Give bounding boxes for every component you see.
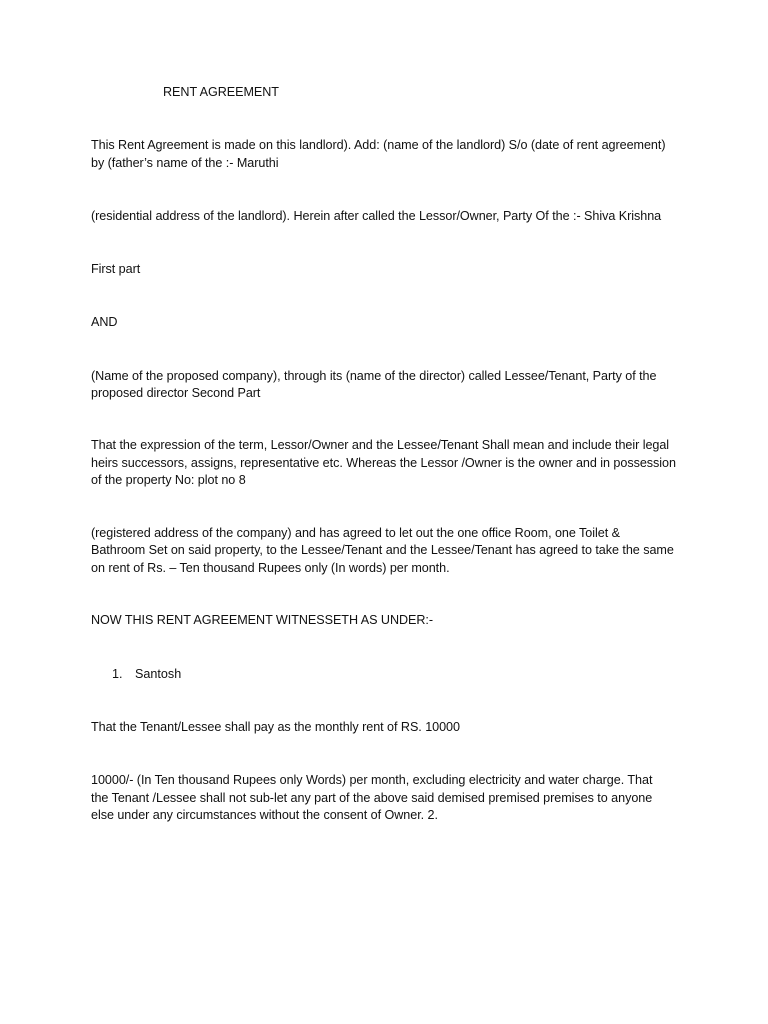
paragraph-5-line-2: proposed director Second Part xyxy=(91,386,261,400)
paragraph-8-line-1: NOW THIS RENT AGREEMENT WITNESSETH AS UNDER:- xyxy=(91,613,434,627)
paragraph-1-line-2: by (father’s name of the :- Maruthi xyxy=(91,156,279,170)
list-item-number: 1. xyxy=(112,667,123,681)
paragraph-2-line-1: (residential address of the landlord). Herein after called the Lessor/Owner, Party Of the :- Shiva Krishna xyxy=(91,209,662,223)
paragraph-10-line-2: the Tenant /Lessee shall not sub-let any part of the above said demised premised premises to anyone xyxy=(91,791,653,805)
paragraph-3-line-1: First part xyxy=(91,262,141,276)
paragraph-6-line-3: of the property No: plot no 8 xyxy=(91,473,246,487)
paragraph-4-line-1: AND xyxy=(91,315,118,329)
document-title: RENT AGREEMENT xyxy=(163,85,279,99)
paragraph-10-line-3: else under any circumstances without the consent of Owner. 2. xyxy=(91,808,438,822)
paragraph-5-line-1: (Name of the proposed company), through its (name of the director) called Lessee/Tenant, Party of the xyxy=(91,369,657,383)
paragraph-6-line-2: heirs successors, assigns, representative etc. Whereas the Lessor /Owner is the owner and in possession xyxy=(91,456,676,470)
paragraph-6-line-1: That the expression of the term, Lessor/Owner and the Lessee/Tenant Shall mean and include their legal xyxy=(91,438,670,452)
paragraph-7-line-1: (registered address of the company) and has agreed to let out the one office Room, one Toilet & xyxy=(91,526,620,540)
paragraph-1-line-1: This Rent Agreement is made on this landlord). Add: (name of the landlord) S/o (date of rent agreement) xyxy=(91,138,666,152)
paragraph-7-line-3: on rent of Rs. – Ten thousand Rupees only (In words) per month. xyxy=(91,561,450,575)
paragraph-7-line-2: Bathroom Set on said property, to the Lessee/Tenant and the Lessee/Tenant has agreed to take the same xyxy=(91,543,674,557)
paragraph-9-line-1: That the Tenant/Lessee shall pay as the monthly rent of RS. 10000 xyxy=(91,720,460,734)
paragraph-10-line-1: 10000/- (In Ten thousand Rupees only Words) per month, excluding electricity and water charge. That xyxy=(91,773,653,787)
list-item-text: Santosh xyxy=(135,667,182,681)
